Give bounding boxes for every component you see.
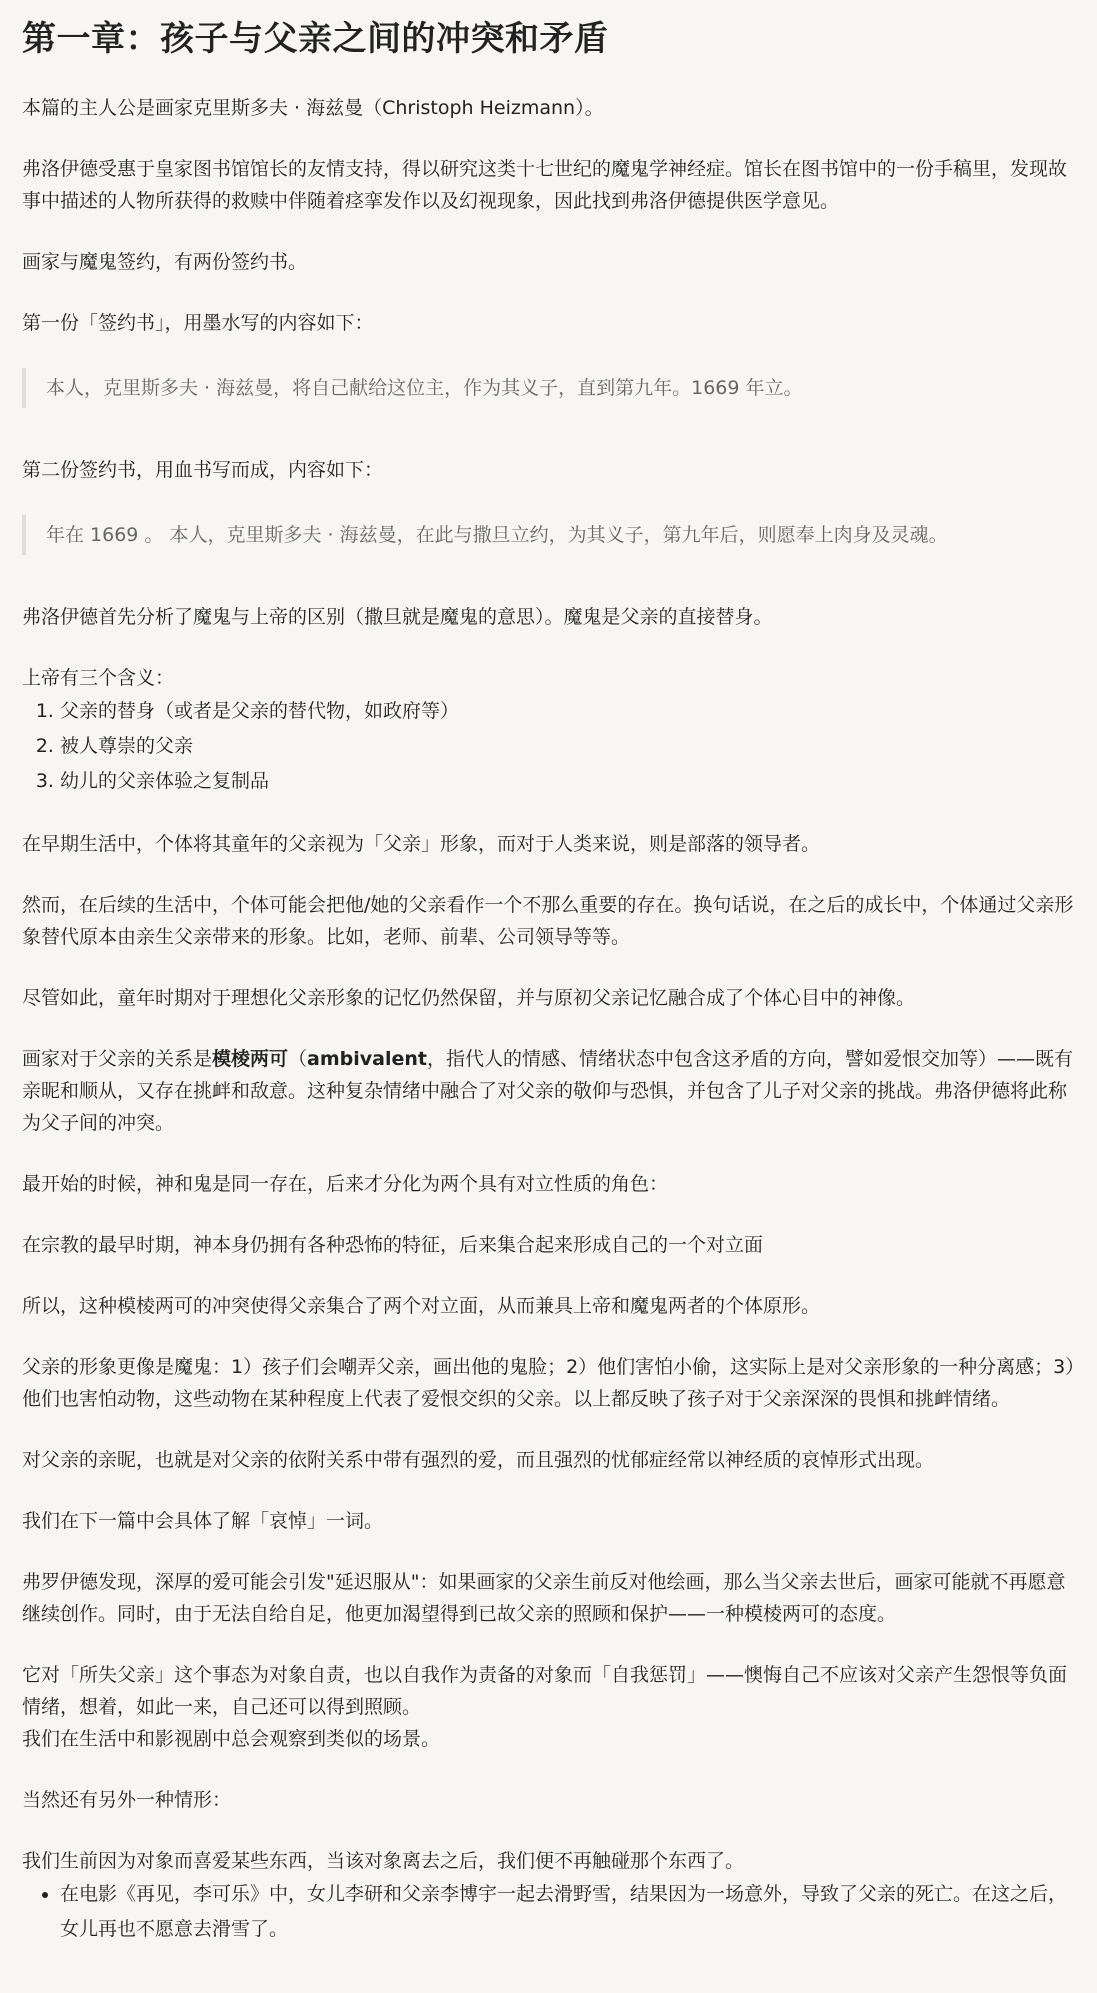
first-contract-quote: 本人，克里斯多夫 · 海兹曼，将自己献给这位主，作为其义子，直到第九年。1669 年立。: [22, 368, 1081, 408]
god-meanings-intro: 上帝有三个含义：: [22, 667, 175, 689]
religion-paragraph: 在宗教的最早时期，神本身仍拥有各种恐怖的特征，后来集合起来形成自己的一个对立面: [22, 1234, 764, 1256]
another-case-paragraph: 当然还有另外一种情形：: [22, 1789, 232, 1811]
next-chapter-paragraph: 我们在下一篇中会具体了解「哀悼」一词。: [22, 1510, 384, 1532]
analysis-paragraph: 弗洛伊德首先分析了魔鬼与上帝的区别（撒旦就是魔鬼的意思）。魔鬼是父亲的直接替身。: [22, 606, 773, 628]
list-item: 3. 幼儿的父亲体验之复制品: [60, 764, 1081, 799]
second-contract-quote: 年在 1669 。 本人，克里斯多夫 · 海兹曼，在此与撒旦立约，为其义子，第九年后，则愿奉上肉身及灵魂。: [22, 515, 1081, 555]
chapter-title: 第一章：孩子与父亲之间的冲突和矛盾: [22, 19, 609, 59]
self-blame-paragraph-2: 我们在生活中和影视剧中总会观察到类似的场景。: [22, 1728, 441, 1750]
contracts-paragraph: 画家与魔鬼签约，有两份签约书。: [22, 251, 308, 273]
self-blame-paragraph: 它对「所失父亲」这个事态为对象自责，也以自我作为责备的对象而「自我惩罚」——懊悔自己不应该对父亲产生怨恨等负面情绪，想着，如此一来，自己还可以得到照顾。: [22, 1664, 1068, 1718]
ambivalent-paren: （: [288, 1048, 308, 1070]
intro-paragraph: 本篇的主人公是画家克里斯多夫 · 海兹曼（Christoph Heizmann）。: [22, 97, 604, 119]
ambivalent-paragraph: [22, 1043, 1081, 1139]
ambivalent-text-before: 画家对于父亲的关系是: [22, 1048, 213, 1070]
list-item: • 在电影《再见，李可乐》中，女儿李研和父亲李博宇一起去滑野雪，结果因为一场意外，导致了父亲的死亡。在这之后，女儿再也不愿意去滑雪了。: [60, 1877, 1081, 1947]
list-item: 2. 被人尊崇的父亲: [60, 729, 1081, 764]
ambivalent-term-en: ambivalent: [307, 1048, 427, 1070]
first-contract-paragraph: 第一份「签约书」，用墨水写的内容如下：: [22, 312, 374, 334]
background-paragraph: 弗洛伊德受惠于皇家图书馆馆长的友情支持，得以研究这类十七世纪的魔鬼学神经症。馆长在图书馆中的一份手稿里，发现故事中描述的人物所获得的救赎中伴随着痉挛发作以及幻视现象，因此找到弗洛伊德提供医学意见。: [22, 158, 1068, 212]
avoid-paragraph: 我们生前因为对象而喜爱某些东西，当该对象离去之后，我们便不再触碰那个东西了。: [22, 1850, 745, 1872]
second-contract-paragraph: 第二份签约书，用血书写而成，内容如下：: [22, 459, 384, 481]
early-life-paragraph: 在早期生活中，个体将其童年的父亲视为「父亲」形象，而对于人类来说，则是部落的领导者。: [22, 833, 821, 855]
later-life-paragraph: 然而，在后续的生活中，个体可能会把他/她的父亲看作一个不那么重要的存在。换句话说，在之后的成长中，个体通过父亲形象替代原本由亲生父亲带来的形象。比如，老师、前辈、公司领导等等。: [22, 894, 1074, 948]
list-item: 1. 父亲的替身（或者是父亲的替代物，如政府等）: [60, 694, 1081, 729]
ambivalent-term-cn: 模棱两可: [212, 1048, 289, 1070]
god-meanings-list: [22, 694, 1081, 799]
memory-paragraph: 尽管如此，童年时期对于理想化父亲形象的记忆仍然保留，并与原初父亲记忆融合成了个体心目中的神像。: [22, 987, 916, 1009]
deferred-obedience-paragraph: 弗罗伊德发现，深厚的爱可能会引发"延迟服从"：如果画家的父亲生前反对他绘画，那么当父亲去世后，画家可能就不再愿意继续创作。同时，由于无法自给自足，他更加渴望得到已故父亲的照顾和保护——一种模棱两可的态度。: [22, 1571, 1066, 1625]
example-list: [22, 1877, 1081, 1947]
ambivalent-text-after: ，指代人的情感、情绪状态中包含这矛盾的方向，譬如爱恨交加等）——既有亲昵和顺从，又存在挑衅和敌意。这种复杂情绪中融合了对父亲的敬仰与恐惧，并包含了儿子对父亲的挑战。弗洛伊德将此称为父子间的冲突。: [22, 1048, 1074, 1134]
father-devil-paragraph: 父亲的形象更像是魔鬼：1）孩子们会嘲弄父亲，画出他的鬼脸；2）他们害怕小偷，这实际上是对父亲形象的一种分离感；3）他们也害怕动物，这些动物在某种程度上代表了爱恨交织的父亲。以上都反映了孩子对于父亲深深的畏惧和挑衅情绪。: [22, 1356, 1075, 1410]
intimacy-paragraph: 对父亲的亲昵，也就是对父亲的依附关系中带有强烈的爱，而且强烈的忧郁症经常以神经质的哀悼形式出现。: [22, 1449, 935, 1471]
god-devil-paragraph: 最开始的时候，神和鬼是同一存在，后来才分化为两个具有对立性质的角色：: [22, 1173, 669, 1195]
prototype-paragraph: 所以，这种模棱两可的冲突使得父亲集合了两个对立面，从而兼具上帝和魔鬼两者的个体原形。: [22, 1295, 821, 1317]
